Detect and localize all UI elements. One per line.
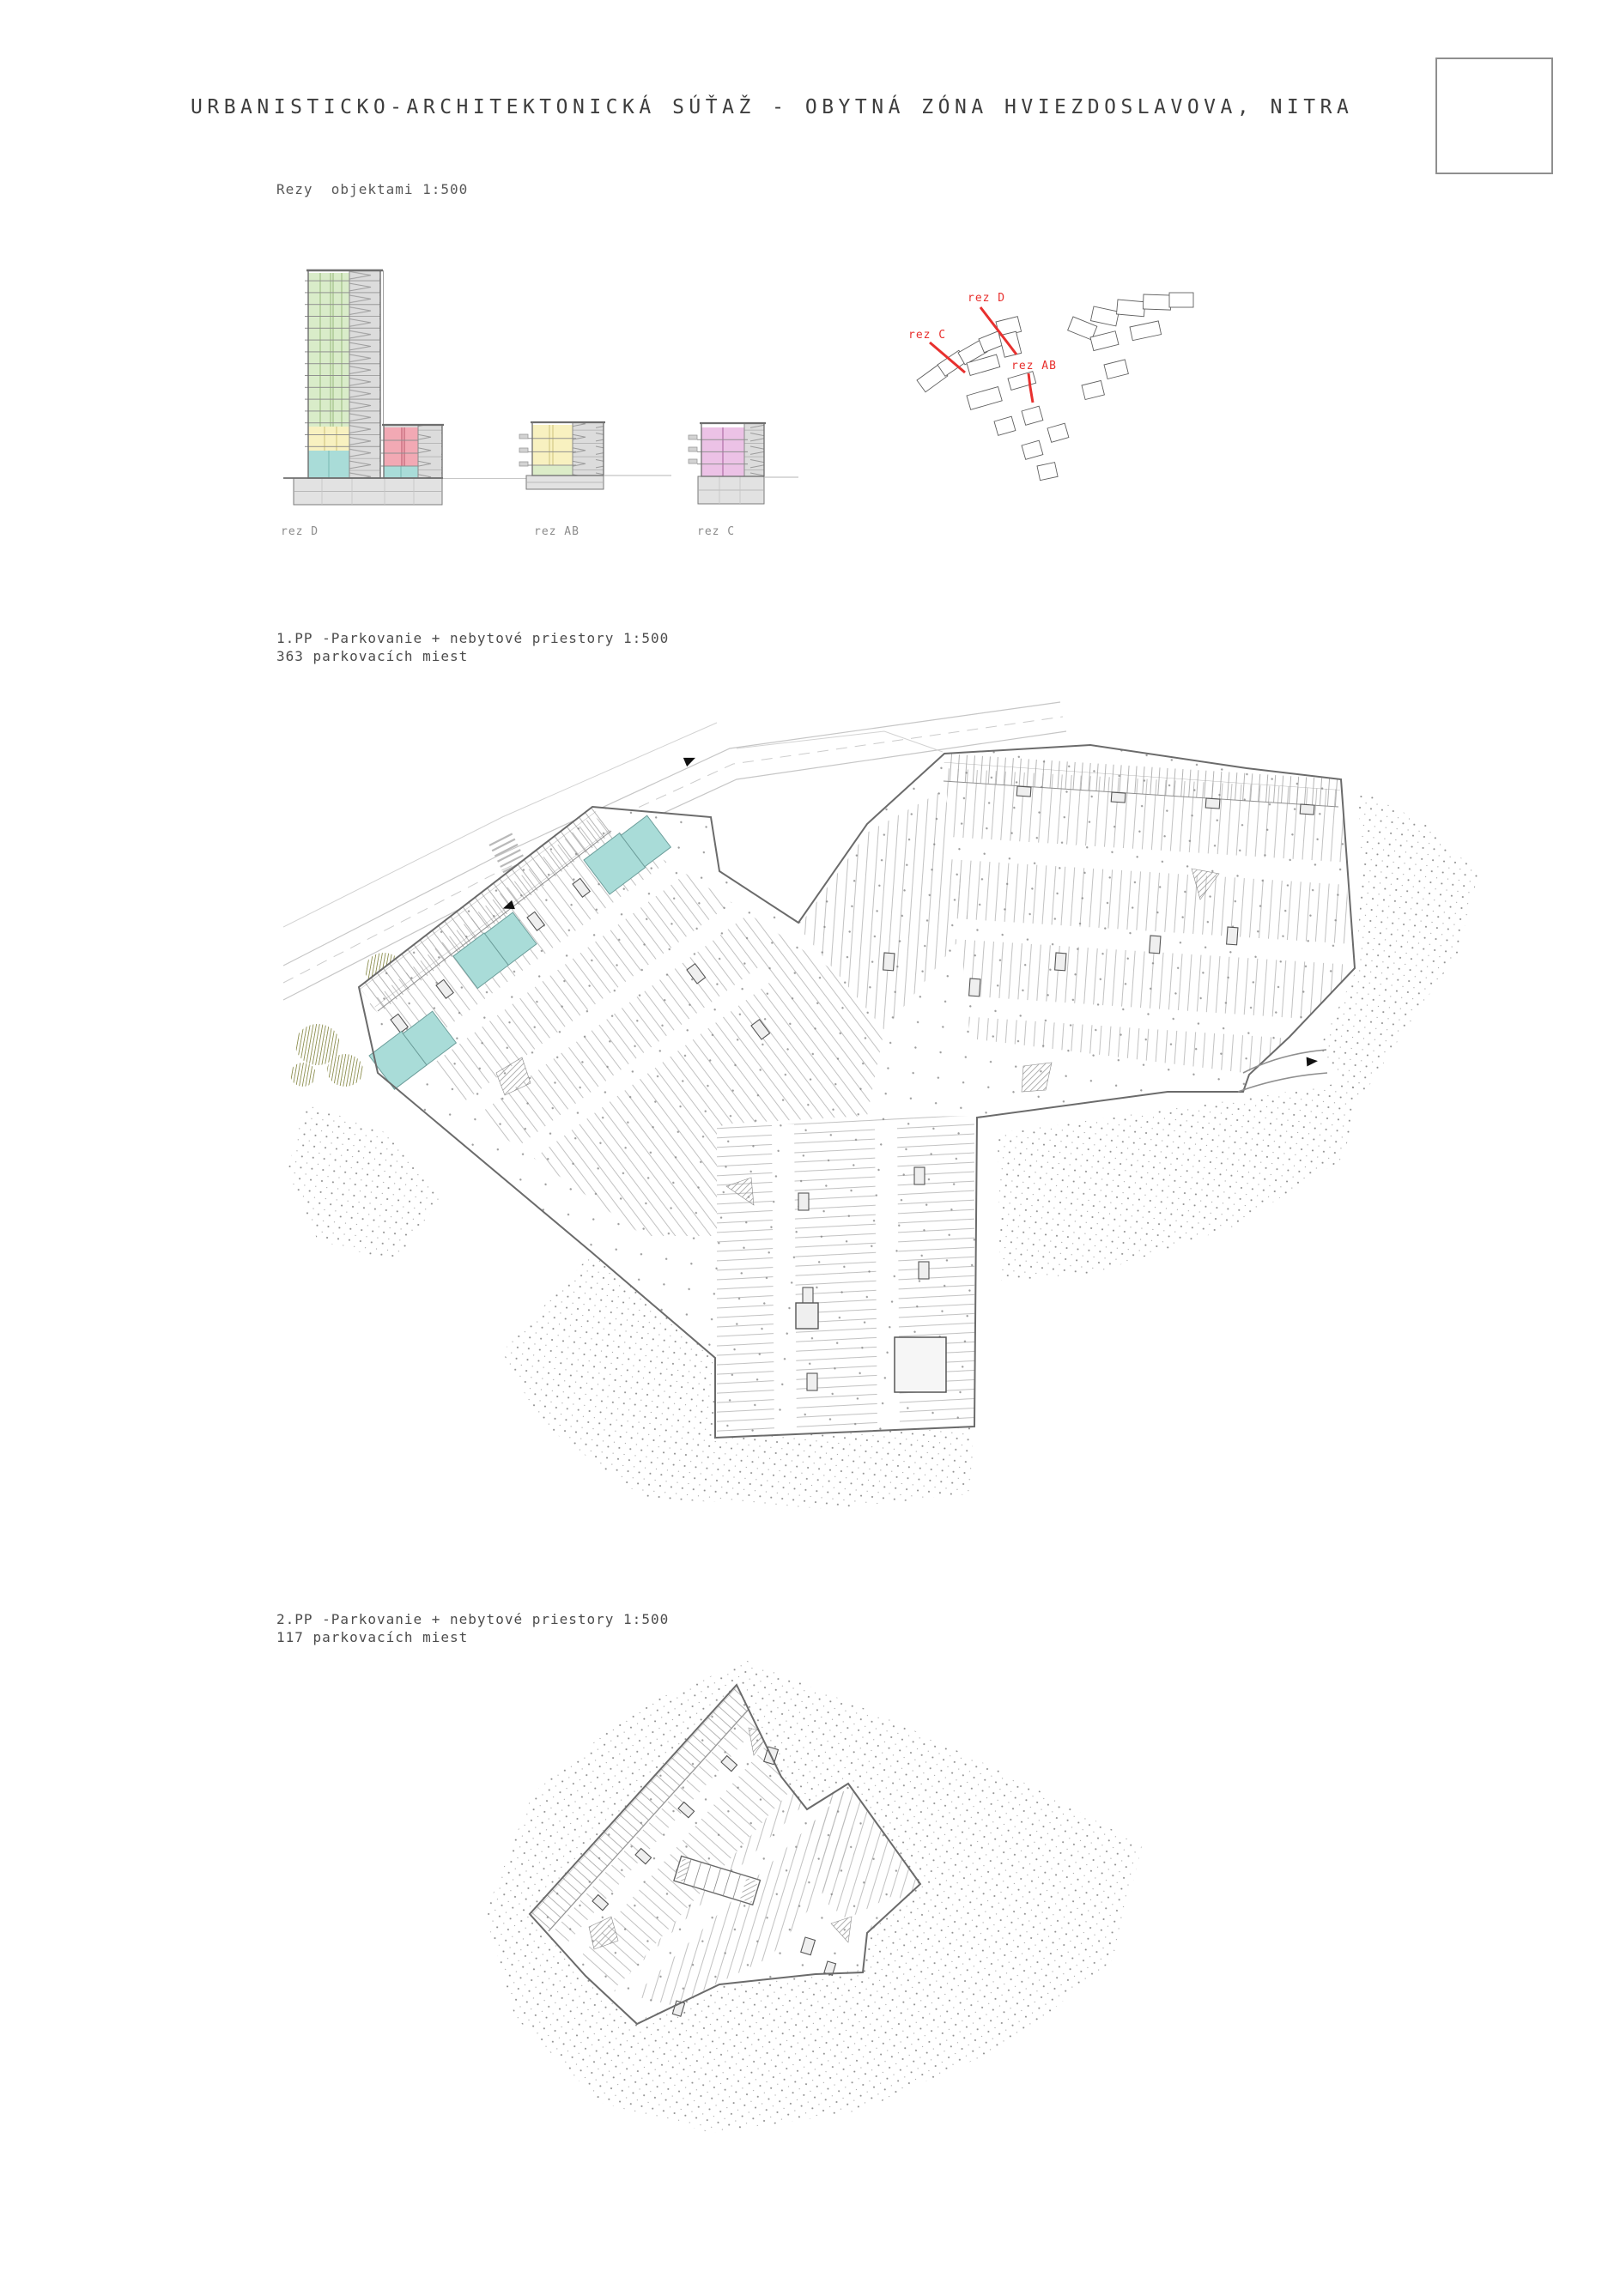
plan-1pp-subtitle: 363 parkovacích miest [276,648,469,664]
key-plan-footprints [917,293,1193,481]
page-title: URBANISTICKO-ARCHITEKTONICKÁ SÚŤAŽ - OBYTNÁ ZÓNA HVIEZDOSLAVOVA, NITRA [191,96,1354,118]
plan-2pp-title: 2.PP -Parkovanie + nebytové priestory 1:500 [276,1611,670,1627]
key-plan [893,279,1202,489]
section-label-rez-c: rez C [697,525,736,538]
plan-1pp-title: 1.PP -Parkovanie + nebytové priestory 1:500 [276,630,670,646]
section-rez-d [283,270,539,505]
title-block-frame [1435,58,1553,174]
plan-2pp-subtitle: 117 parkovacích miest [276,1629,469,1645]
plan-2pp-drawing [464,1644,1168,2159]
key-label-rez-ab: rez AB [1011,360,1057,373]
section-rez-c [689,423,798,504]
section-rez-ab [519,422,671,489]
sections-drawing [283,257,798,549]
plan-1pp-drawing [283,669,1511,1524]
key-label-rez-c: rez C [908,329,947,342]
column-grid-dots [352,742,1365,1455]
key-label-rez-d: rez D [968,292,1006,305]
ab-ground-green [532,465,573,476]
section-label-rez-ab: rez AB [534,525,579,538]
section-label-rez-d: rez D [281,525,319,538]
sections-heading: Rezy objektami 1:500 [276,181,469,197]
low-apartments-pink [384,427,418,466]
entrance-arrow-icon [1307,1057,1319,1067]
